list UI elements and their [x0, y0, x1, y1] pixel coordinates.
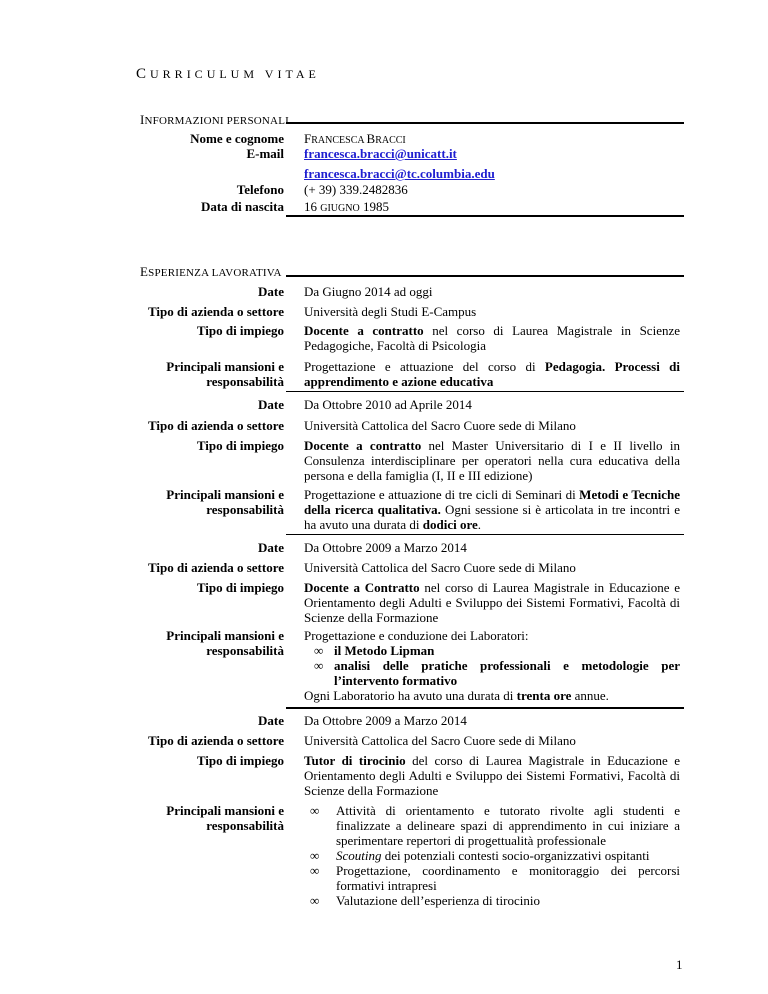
- infinity-bullet-icon: ∞: [310, 863, 320, 878]
- email-link-1[interactable]: francesca.bracci@unicatt.it: [304, 146, 457, 161]
- section-rule: [286, 215, 684, 217]
- entry-divider: [286, 534, 684, 535]
- infinity-bullet-icon: ∞: [314, 658, 324, 673]
- email-link-2[interactable]: francesca.bracci@tc.columbia.edu: [304, 166, 495, 181]
- entry-divider: [286, 707, 684, 709]
- section-personal-title: INFORMAZIONI PERSONALI: [140, 112, 289, 127]
- name-label: Nome e cognome: [190, 131, 284, 146]
- birth-label: Data di nascita: [200, 199, 284, 214]
- phone-value: (+ 39) 339.2482836: [304, 182, 408, 197]
- infinity-bullet-icon: ∞: [310, 848, 320, 863]
- cv-title: CURRICULUM VITAE: [136, 66, 320, 82]
- list-item: ∞ Progettazione, coordinamento e monitoraggio dei percorsi formativi intrapresi: [310, 863, 680, 893]
- phone-label: Telefono: [236, 182, 284, 197]
- infinity-bullet-icon: ∞: [314, 643, 324, 658]
- list-item: ∞ Scouting dei potenziali contesti socio-organizzativi ospitanti: [310, 848, 650, 863]
- section-rule: [286, 122, 684, 124]
- name-value: FRANCESCA BRACCI: [304, 131, 406, 146]
- section-rule: [286, 275, 684, 277]
- list-item: ∞ il Metodo Lipman: [314, 643, 435, 658]
- list-item: ∞ analisi delle pratiche professionali e metodologie per l’intervento formativo: [314, 658, 680, 688]
- page-number: 1: [676, 957, 683, 972]
- section-experience-title: ESPERIENZA LAVORATIVA: [140, 264, 282, 279]
- list-item: ∞ Valutazione dell’esperienza di tirocinio: [310, 893, 540, 908]
- infinity-bullet-icon: ∞: [310, 803, 320, 818]
- entry-divider: [286, 391, 684, 392]
- list-item: ∞ Attività di orientamento e tutorato rivolte agli studenti e finalizzate a delineare spazi di apprendimento in cui iniziare a sperimentare repertori di progettualità professionale: [310, 803, 680, 848]
- email-label: E-mail: [246, 146, 284, 161]
- infinity-bullet-icon: ∞: [310, 893, 320, 908]
- birth-value: 16 GIUGNO 1985: [304, 199, 389, 214]
